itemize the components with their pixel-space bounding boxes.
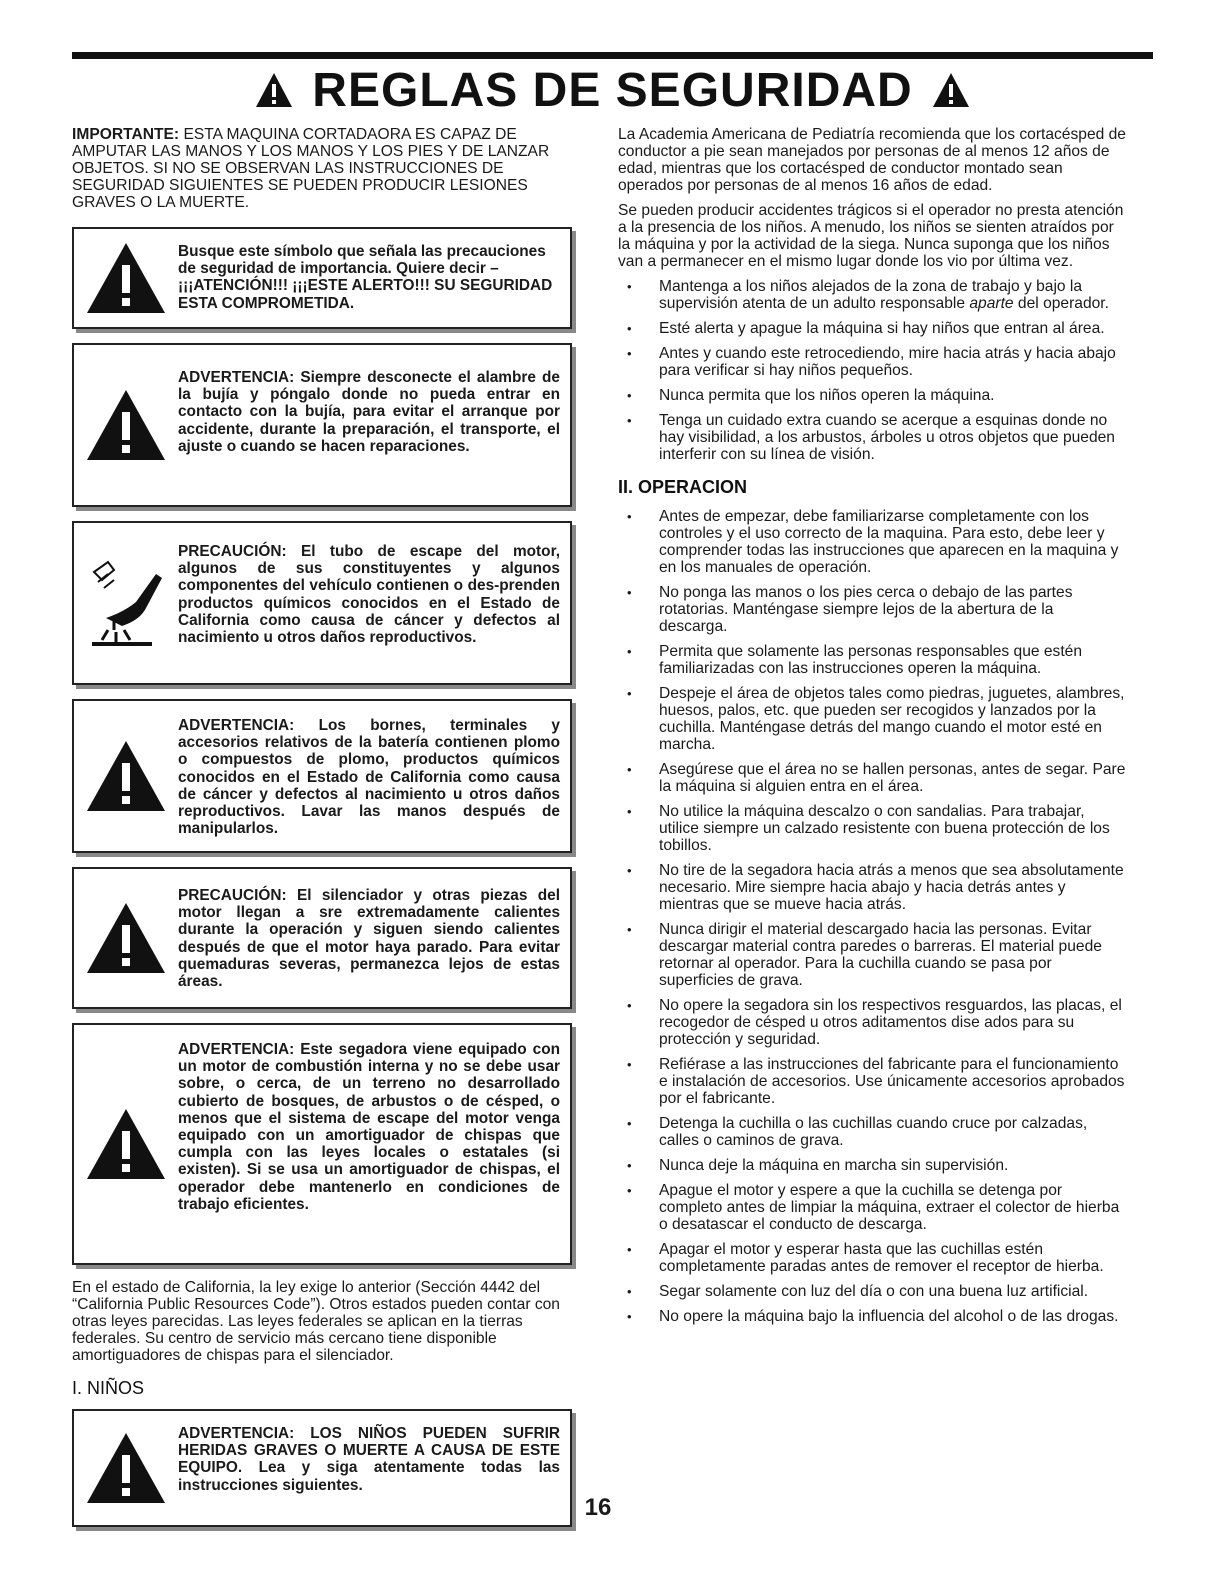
right-column bbox=[618, 126, 1126, 1333]
list-item: • Apagar el motor y esperar hasta que las cuchillas estén completamente paradas antes de remover el receptor de hierba. bbox=[618, 1241, 1126, 1275]
page-number: 16 bbox=[584, 1494, 612, 1521]
list-item: • Nunca dirigir el material descargado hacia las personas. Evitar descargar material contra paredes o barreras. El material puede retornar al operador. Para la cuchilla cuando se pasa por superficies de grava. bbox=[618, 921, 1126, 989]
caution-box-exhaust bbox=[72, 521, 572, 685]
header-rule bbox=[72, 52, 1153, 59]
list-item: • Detenga la cuchilla o las cuchillas cuando cruce por calzadas, calles o caminos de grava. bbox=[618, 1115, 1126, 1149]
operacion-list bbox=[618, 508, 1126, 1325]
warning-icon bbox=[85, 739, 167, 813]
list-item: • Tenga un cuidado extra cuando se acerque a esquinas donde no hay visibilidad, a los arbustos, árboles u otros objetos que pueden interferir con su línea de visión. bbox=[618, 412, 1126, 463]
page-title: REGLAS DE SEGURIDAD bbox=[312, 63, 913, 117]
box-text: Busque este símbolo que señala las precauciones de seguridad de importancia. Quiere decir – ¡¡¡ATENCIÓN!!! ¡¡¡ESTE ALERTO!!! SU SEGURIDAD ESTA COMPROMETIDA. bbox=[178, 243, 553, 312]
warning-box-spark-arrester bbox=[72, 1023, 572, 1265]
list-item: • Refiérase a las instrucciones del fabricante para el funcionamiento e instalación de accesorios. Use únicamente accesorios aprobados por el fabricante. bbox=[618, 1056, 1126, 1107]
box-text: ADVERTENCIA: Siempre desconecte el alambre de la bujía y póngalo donde no pueda entrar en contacto con la bujía, para evitar el arranque por accidente, durante la preparación, el transporte, el ajuste o cuando se hacen reparaciones. bbox=[178, 369, 560, 455]
important-text: ESTA MAQUINA CORTADAORA ES CAPAZ DE AMPUTAR LAS MANOS Y LOS MANOS Y LOS PIES Y DE LANZAR OBJETOS. SI NO SE OBSERVAN LAS INSTRUCCIONES DE SEGURIDAD SIGUIENTES SE PUEDEN PRODUCIR LESIONES GRAVES O LA MUERTE. bbox=[72, 126, 550, 211]
warning-icon bbox=[931, 71, 971, 109]
box-text: ADVERTENCIA: LOS NIÑOS PUEDEN SUFRIR HERIDAS GRAVES O MUERTE A CAUSA DE ESTE EQUIPO. Lea y siga atentamente todas las instrucciones siguientes. bbox=[178, 1425, 560, 1494]
warning-box-battery bbox=[72, 699, 572, 853]
california-note: En el estado de California, la ley exige lo anterior (Sección 4442 del “California Public Resources Code”). Otros estados pueden contar con otras leyes parecidas. Las leyes federales se aplican en la tierras federales. Su centro de servicio más cercano tiene disponible amortiguadores de chispas para el silenciador. bbox=[72, 1279, 560, 1364]
list-item: • Apague el motor y espere a que la cuchilla se detenga por completo antes de limpiar la máquina, extraer el colector de hierba o desatascar el conducto de descarga. bbox=[618, 1182, 1126, 1233]
list-item: • No ponga las manos o los pies cerca o debajo de las partes rotatorias. Manténgase siempre lejos de la abertura de la descarga. bbox=[618, 584, 1126, 635]
warning-icon bbox=[85, 1107, 167, 1181]
warning-icon bbox=[254, 71, 294, 109]
list-item: • Antes de empezar, debe familiarizarse completamente con los controles y el uso correcto de la maquina. Para esto, debe leer y comprender todas las instrucciones que aparecen en la maquina y en los manuales de operación. bbox=[618, 508, 1126, 576]
box-text: PRECAUCIÓN: El silenciador y otras piezas del motor llegan a sre extremadamente calientes durante la operación y siguen siendo calientes después de que el motor haya parado. Para evitar quemaduras severas, permanezca lejos de estas áreas. bbox=[178, 887, 560, 991]
list-item: • No utilice la máquina descalzo o con sandalias. Para trabajar, utilice siempre un calzado resistente con buena protección de los tobillos. bbox=[618, 803, 1126, 854]
left-column bbox=[72, 126, 572, 1541]
list-item: • Antes y cuando este retrocediendo, mire hacia atrás y hacia abajo para verificar si hay niños pequeños. bbox=[618, 345, 1126, 379]
list-item: • Segar solamente con luz del día o con una buena luz artificial. bbox=[618, 1283, 1126, 1300]
important-label: IMPORTANTE: bbox=[72, 126, 180, 143]
safety-symbol-box bbox=[72, 227, 572, 329]
list-item: • No tire de la segadora hacia atrás a menos que sea absolutamente necesario. Mire siempre hacia abajo y hacia detrás antes y mientras que se mueve hacia atrás. bbox=[618, 862, 1126, 913]
ninos-list bbox=[618, 278, 1126, 463]
section-title-operacion: II. OPERACION bbox=[618, 477, 748, 497]
list-item: • Asegúrese que el área no se hallen personas, antes de segar. Pare la máquina si alguien entra en el área. bbox=[618, 761, 1126, 795]
warning-icon bbox=[85, 241, 167, 315]
list-item: • Esté alerta y apague la máquina si hay niños que entran al área. bbox=[618, 320, 1126, 337]
warning-icon bbox=[85, 901, 167, 975]
warning-icon bbox=[85, 1431, 167, 1505]
section-title-ninos: I. NIÑOS bbox=[72, 1378, 145, 1398]
warning-box-ninos bbox=[72, 1409, 572, 1527]
pediatrics-paragraph: La Academia Americana de Pediatría recomienda que los cortacésped de conductor a pie sean manejados por personas de al menos 12 años de edad, mientras que los cortacésped de conductor montado sean operados por personas de al menos 16 años de edad. bbox=[618, 126, 1126, 194]
box-text: ADVERTENCIA: Los bornes, terminales y accesorios relativos de la batería contienen plomo o compuestos de plomo, productos químicos conocidos en el Estado de California como causa de cáncer y defectos al nacimiento u otros daños reproductivos. Lavar las manos después de manipularlos. bbox=[178, 717, 560, 838]
warning-icon bbox=[85, 388, 167, 462]
list-item: • No opere la segadora sin los respectivos resguardos, las placas, el recogedor de césped u otros aditamentos dise ados para su protección y seguridad. bbox=[618, 997, 1126, 1048]
list-item: • Despeje el área de objetos tales como piedras, juguetes, alambres, huesos, palos, etc. que pueden ser recogidos y lanzados por la cuchilla. Manténgase detrás del mango cuando el motor esté en marcha. bbox=[618, 685, 1126, 753]
list-item: • Permita que solamente las personas responsables que estén familiarizadas con las instrucciones operen la máquina. bbox=[618, 643, 1126, 677]
important-paragraph bbox=[72, 126, 572, 211]
warning-box-spark-plug bbox=[72, 343, 572, 507]
list-item: • No opere la máquina bajo la influencia del alcohol o de las drogas. bbox=[618, 1308, 1126, 1325]
list-item: • Nunca deje la máquina en marcha sin supervisión. bbox=[618, 1157, 1126, 1174]
page-header bbox=[72, 62, 1153, 118]
box-text: PRECAUCIÓN: El tubo de escape del motor, algunos de sus constituyentes y algunos componentes del vehículo contienen o des-prenden productos químicos conocidos en el Estado de California como causa de cáncer y defectos al nacimiento u otros daños reproductivos. bbox=[178, 543, 560, 647]
list-item: • Mantenga a los niños alejados de la zona de trabajo y bajo la supervisión atenta de un adulto responsable aparte del operador. bbox=[618, 278, 1126, 312]
list-item: • Nunca permita que los niños operen la máquina. bbox=[618, 387, 1126, 404]
box-text: ADVERTENCIA: Este segadora viene equipado con un motor de combustión interna y no se debe usar sobre, o cerca, de un terreno no desarrollado cubierto de bosques, de arbustos o de césped, o menos que el sistema de escape del motor venga equipado con un amortiguador de chispas que cumpla con las leyes locales o estatales (si existen). Si se usa un amortiguador de chispas, el operador debe mantenerlo en condiciones de trabajo eficientes. bbox=[178, 1041, 560, 1213]
chemical-hand-icon bbox=[86, 558, 166, 648]
accidents-paragraph: Se pueden producir accidentes trágicos si el operador no presta atención a la presencia de los niños. A menudo, los niños se sienten atraídos por la máquina y por la actividad de la siega. Nunca suponga que los niños van a permanecer en el mismo lugar donde los vio por última vez. bbox=[618, 202, 1124, 270]
caution-box-muffler bbox=[72, 867, 572, 1009]
